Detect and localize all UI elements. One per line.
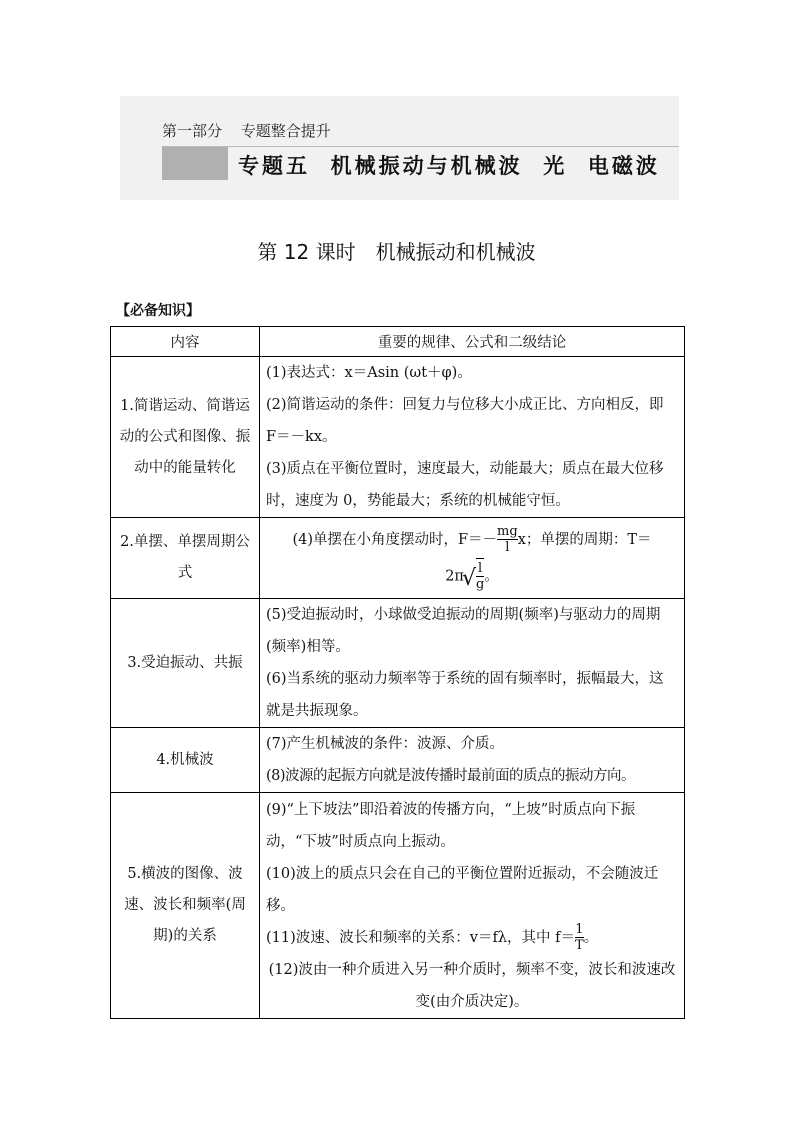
- table-row: [111, 599, 685, 728]
- text: x；单摆的周期：T＝: [517, 531, 652, 548]
- divider: [162, 146, 679, 147]
- line: (5)受迫振动时，小球做受迫振动的周期(频率)与驱动力的周期(频率)相等。: [266, 607, 661, 655]
- fraction: [497, 524, 518, 555]
- line-4: [266, 522, 678, 595]
- row-topic: 1.简谐运动、简谐运动的公式和图像、振动中的能量转化: [111, 357, 260, 518]
- table-row: [111, 518, 685, 599]
- text: (4)单摆在小角度摆动时，F＝－: [292, 531, 498, 548]
- header-content: 内容: [111, 327, 260, 357]
- line: (3)质点在平衡位置时，速度最大，动能最大；质点在最大位移时，速度为 0，势能最大；系统的机械能守恒。: [266, 461, 664, 509]
- knowledge-table: [110, 326, 685, 1019]
- line: (7)产生机械波的条件：波源、介质。: [266, 736, 505, 752]
- denominator: T: [575, 938, 584, 953]
- part-label: 第一部分 专题整合提升: [162, 122, 331, 140]
- sqrt: [476, 558, 484, 595]
- denominator: l: [505, 540, 510, 555]
- row-content: [260, 357, 685, 518]
- numerator: √ l: [476, 561, 484, 577]
- chapter-banner: [120, 96, 679, 200]
- line: (8)波源的起振方向就是波传播时最前面的质点的振动方向。: [266, 768, 636, 784]
- row-topic: 5.横波的图像、波速、波长和频率(周期)的关系: [111, 793, 260, 1019]
- row-content: [260, 793, 685, 1019]
- header-rules: 重要的规律、公式和二级结论: [260, 327, 685, 357]
- line-11: [266, 922, 678, 954]
- table-row: [111, 793, 685, 1019]
- numerator: mg: [497, 524, 518, 539]
- text: 2π: [445, 568, 464, 584]
- line: (1)表达式：x＝Asin (ωt＋φ)。: [266, 365, 472, 381]
- table-header: [111, 327, 685, 357]
- topic-title: 专题五 机械振动与机械波 光 电磁波: [238, 154, 660, 178]
- line: (9)“上下坡法”即沿着波的传播方向，“上坡”时质点向下振动，“下坡”时质点向上振动。: [266, 801, 636, 850]
- text: (11)波速、波长和频率的关系：v＝fλ，其中 f＝: [266, 929, 575, 946]
- table-row: [111, 728, 685, 793]
- numerator: 1: [575, 922, 584, 937]
- text: 。: [583, 929, 599, 946]
- fraction: [476, 561, 484, 592]
- lesson-title: 第 12 课时 机械振动和机械波: [257, 240, 536, 264]
- gray-block: [162, 147, 228, 180]
- line: (12)波由一种介质进入另一种介质时，频率不变，波长和波速改变(由介质决定)。: [268, 961, 676, 1010]
- table-row: [111, 357, 685, 518]
- row-content: [260, 518, 685, 599]
- fraction: [575, 922, 584, 953]
- row-content: [260, 728, 685, 793]
- row-topic: 2.单摆、单摆周期公式: [111, 518, 260, 599]
- line: (10)波上的质点只会在自己的平衡位置附近振动，不会随波迁移。: [266, 865, 659, 914]
- row-content: [260, 599, 685, 728]
- line: (2)简谐运动的条件：回复力与位移大小成正比、方向相反，即 F＝－kx。: [266, 397, 664, 445]
- denominator: g: [475, 577, 485, 592]
- row-topic: 4.机械波: [111, 728, 260, 793]
- line: (6)当系统的驱动力频率等于系统的固有频率时，振幅最大，这就是共振现象。: [266, 671, 664, 719]
- section-heading: 【必备知识】: [116, 303, 200, 319]
- text: 。: [484, 568, 499, 584]
- row-topic: 3.受迫振动、共振: [111, 599, 260, 728]
